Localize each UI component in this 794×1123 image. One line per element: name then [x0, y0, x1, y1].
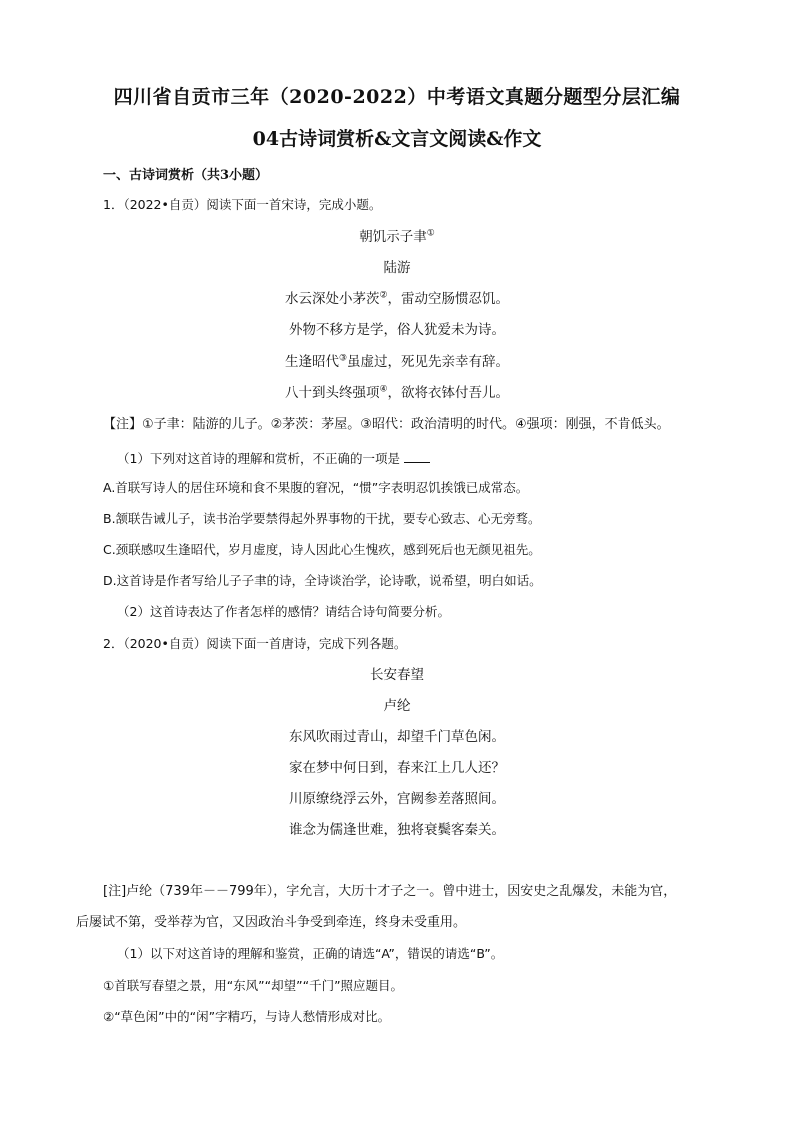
- q2-note-line: [注]卢纶（739年－－799年），字允言，大历十才子之一。曾中进士，因安史之乱爆发，未能为官，: [103, 884, 677, 899]
- q2-item: ①首联写春望之景，用“东风”“却望”“千门”照应题目。: [103, 978, 404, 993]
- q1-poem-line: 外物不移方是学，俗人犹爱未为诗。: [289, 322, 505, 338]
- q2-poem-line: 东风吹雨过青山，却望千门草色闲。: [289, 729, 505, 745]
- q1-intro: 1．（2022•自贡）阅读下面一首宋诗，完成小题。: [103, 197, 382, 212]
- document-subtitle: 04古诗词赏析&文言文阅读&作文: [252, 128, 542, 150]
- q1-poem-line: 八十到头终强项④，欲将衣钵付吾儿。: [284, 384, 510, 401]
- q2-poem-author: 卢纶: [383, 698, 411, 714]
- q2-note-line: 后屡试不第，受举荐为官，又因政治斗争受到牵连，终身未受重用。: [76, 915, 467, 930]
- q1-poem-line: 水云深处小茅茨②，雷动空肠惯忍饥。: [284, 290, 510, 307]
- q1-poem-line: 生逢昭代③虽虚过，死见先亲幸有辞。: [284, 353, 510, 370]
- q1-subquestion-1: （1）下列对这首诗的理解和赏析，不正确的一项是: [117, 450, 430, 466]
- q2-poem-title: 长安春望: [370, 667, 424, 683]
- q1-poem-title: 朝饥示子聿①: [359, 228, 435, 245]
- q2-poem-line: 川原缭绕浮云外，宫阙参差落照间。: [289, 791, 505, 807]
- q2-poem-line: 谁念为儒逢世难，独将衰鬓客秦关。: [289, 822, 505, 838]
- q1-option-c: C.颈联感叹生逢昭代，岁月虚度，诗人因此心生愧疚，感到死后也无颜见祖先。: [103, 542, 541, 557]
- q1-option-d: D.这首诗是作者写给儿子子聿的诗，全诗谈治学，论诗歌，说希望，明白如话。: [103, 573, 542, 588]
- document-title: 四川省自贡市三年（2020-2022）中考语文真题分题型分层汇编: [113, 86, 681, 108]
- q2-intro: 2．（2020•自贡）阅读下面一首唐诗，完成下列各题。: [103, 636, 407, 651]
- q2-item: ②“草色闲”中的“闲”字精巧，与诗人愁情形成对比。: [103, 1009, 391, 1024]
- q1-option-b: B.颔联告诫儿子，读书治学要禁得起外界事物的干扰，要专心致志、心无旁骛。: [103, 511, 541, 526]
- q1-subquestion-2: （2）这首诗表达了作者怎样的感情？请结合诗句简要分析。: [117, 604, 450, 619]
- q1-option-a: A.首联写诗人的居住环境和食不果腹的窘况，“惯”字表明忍饥挨饿已成常态。: [103, 480, 529, 495]
- q2-poem-line: 家在梦中何日到，春来江上几人还？: [289, 760, 505, 776]
- answer-blank[interactable]: [404, 450, 430, 463]
- q1-note: 【注】①子聿：陆游的儿子。②茅茨：茅屋。③昭代：政治清明的时代。④强项：刚强，不肯低头。: [103, 417, 670, 432]
- q2-subquestion-1: （1）以下对这首诗的理解和鉴赏，正确的请选“A”，错误的请选“B”。: [117, 946, 504, 961]
- q1-poem-author: 陆游: [383, 260, 411, 276]
- section-heading: 一、古诗词赏析（共3小题）: [103, 168, 269, 183]
